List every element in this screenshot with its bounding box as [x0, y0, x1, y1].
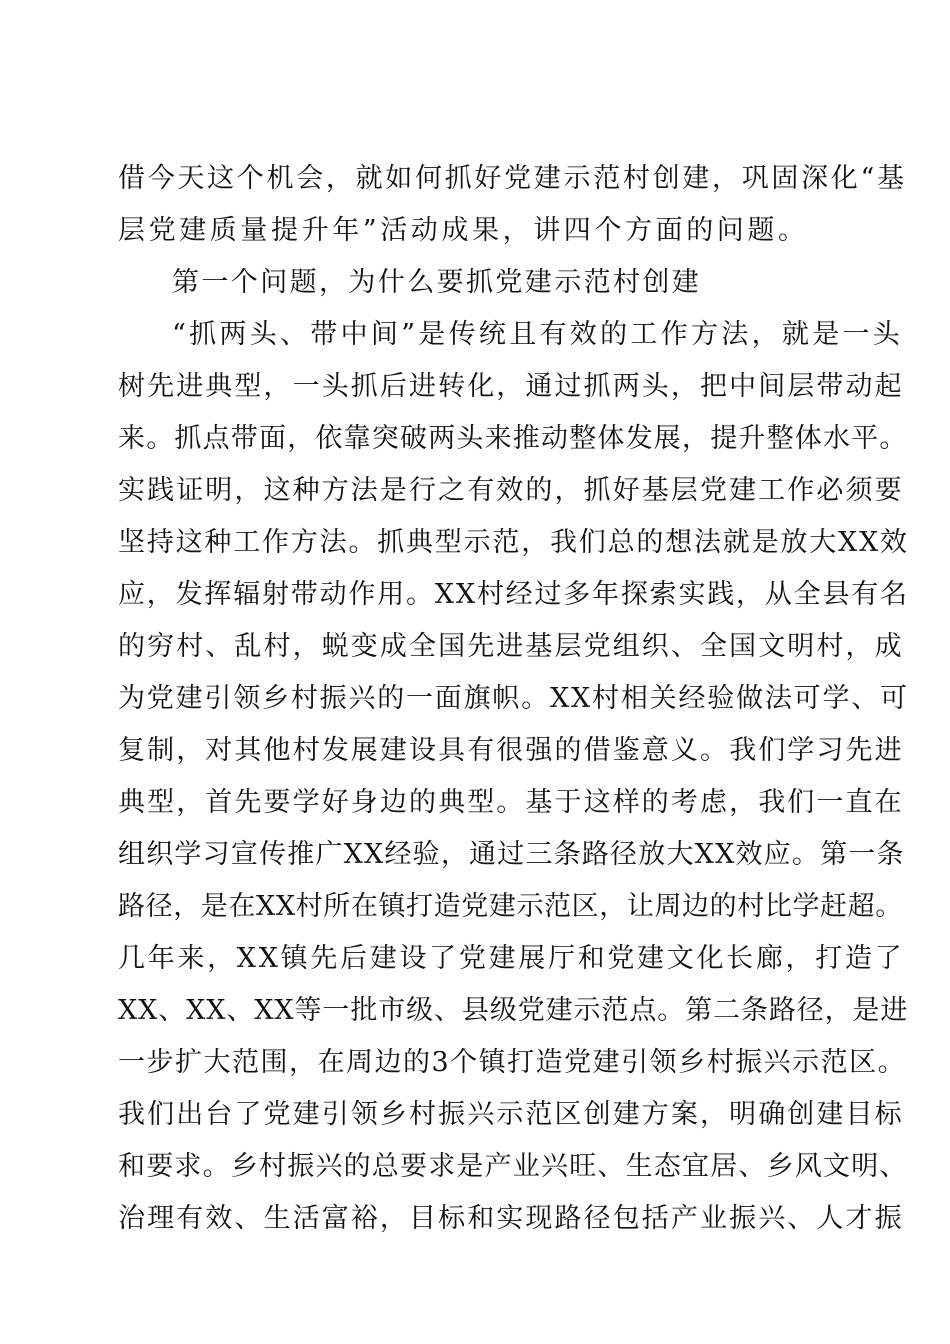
text-line: 层党建质量提升年”活动成果，讲四个方面的问题。	[118, 215, 809, 246]
section-heading: 第一个问题，为什么要抓党建示范村创建	[172, 267, 702, 298]
text-line: 组织学习宣传推广XX经验，通过三条路径放大XX效应。第一条	[118, 839, 905, 870]
text-line: 我们出台了党建引领乡村振兴示范区创建方案，明确创建目标	[118, 1099, 904, 1130]
text-line: 一步扩大范围，在周边的3个镇打造党建引领乡村振兴示范区。	[118, 1047, 907, 1078]
text-line: 的穷村、乱村，蜕变成全国先进基层党组织、全国文明村，成	[118, 631, 904, 662]
text-line: 典型，首先要学好身边的典型。基于这样的考虑，我们一直在	[118, 787, 904, 818]
text-line: 实践证明，这种方法是行之有效的，抓好基层党建工作必须要	[118, 475, 904, 506]
text-line: 坚持这种工作方法。抓典型示范，我们总的想法就是放大XX效	[118, 527, 909, 558]
text-line: 和要求。乡村振兴的总要求是产业兴旺、生态宜居、乡风文明、	[118, 1151, 908, 1182]
text-line: 为党建引领乡村振兴的一面旗帜。XX村相关经验做法可学、可	[118, 683, 909, 714]
text-line: 借今天这个机会，就如何抓好党建示范村创建，巩固深化“基	[118, 163, 907, 194]
text-line: 路径，是在XX村所在镇打造党建示范区，让周边的村比学赶超。	[118, 891, 903, 922]
text-line: 应，发挥辐射带动作用。XX村经过多年探索实践，从全县有名	[118, 579, 909, 610]
text-line: 树先进典型，一头抓后进转化，通过抓两头，把中间层带动起	[118, 371, 904, 402]
text-line: 几年来，XX镇先后建设了党建展厅和党建文化长廊，打造了	[118, 943, 905, 974]
text-line: XX、XX、XX等一批市级、县级党建示范点。第二条路径，是进	[118, 995, 909, 1026]
text-line: 来。抓点带面，依靠突破两头来推动整体发展，提升整体水平。	[118, 423, 908, 454]
text-line: 复制，对其他村发展建设具有很强的借鉴意义。我们学习先进	[118, 735, 904, 766]
text-line: “抓两头、带中间”是传统且有效的工作方法，就是一头	[172, 319, 904, 350]
text-line: 治理有效、生活富裕，目标和实现路径包括产业振兴、人才振	[118, 1203, 904, 1234]
